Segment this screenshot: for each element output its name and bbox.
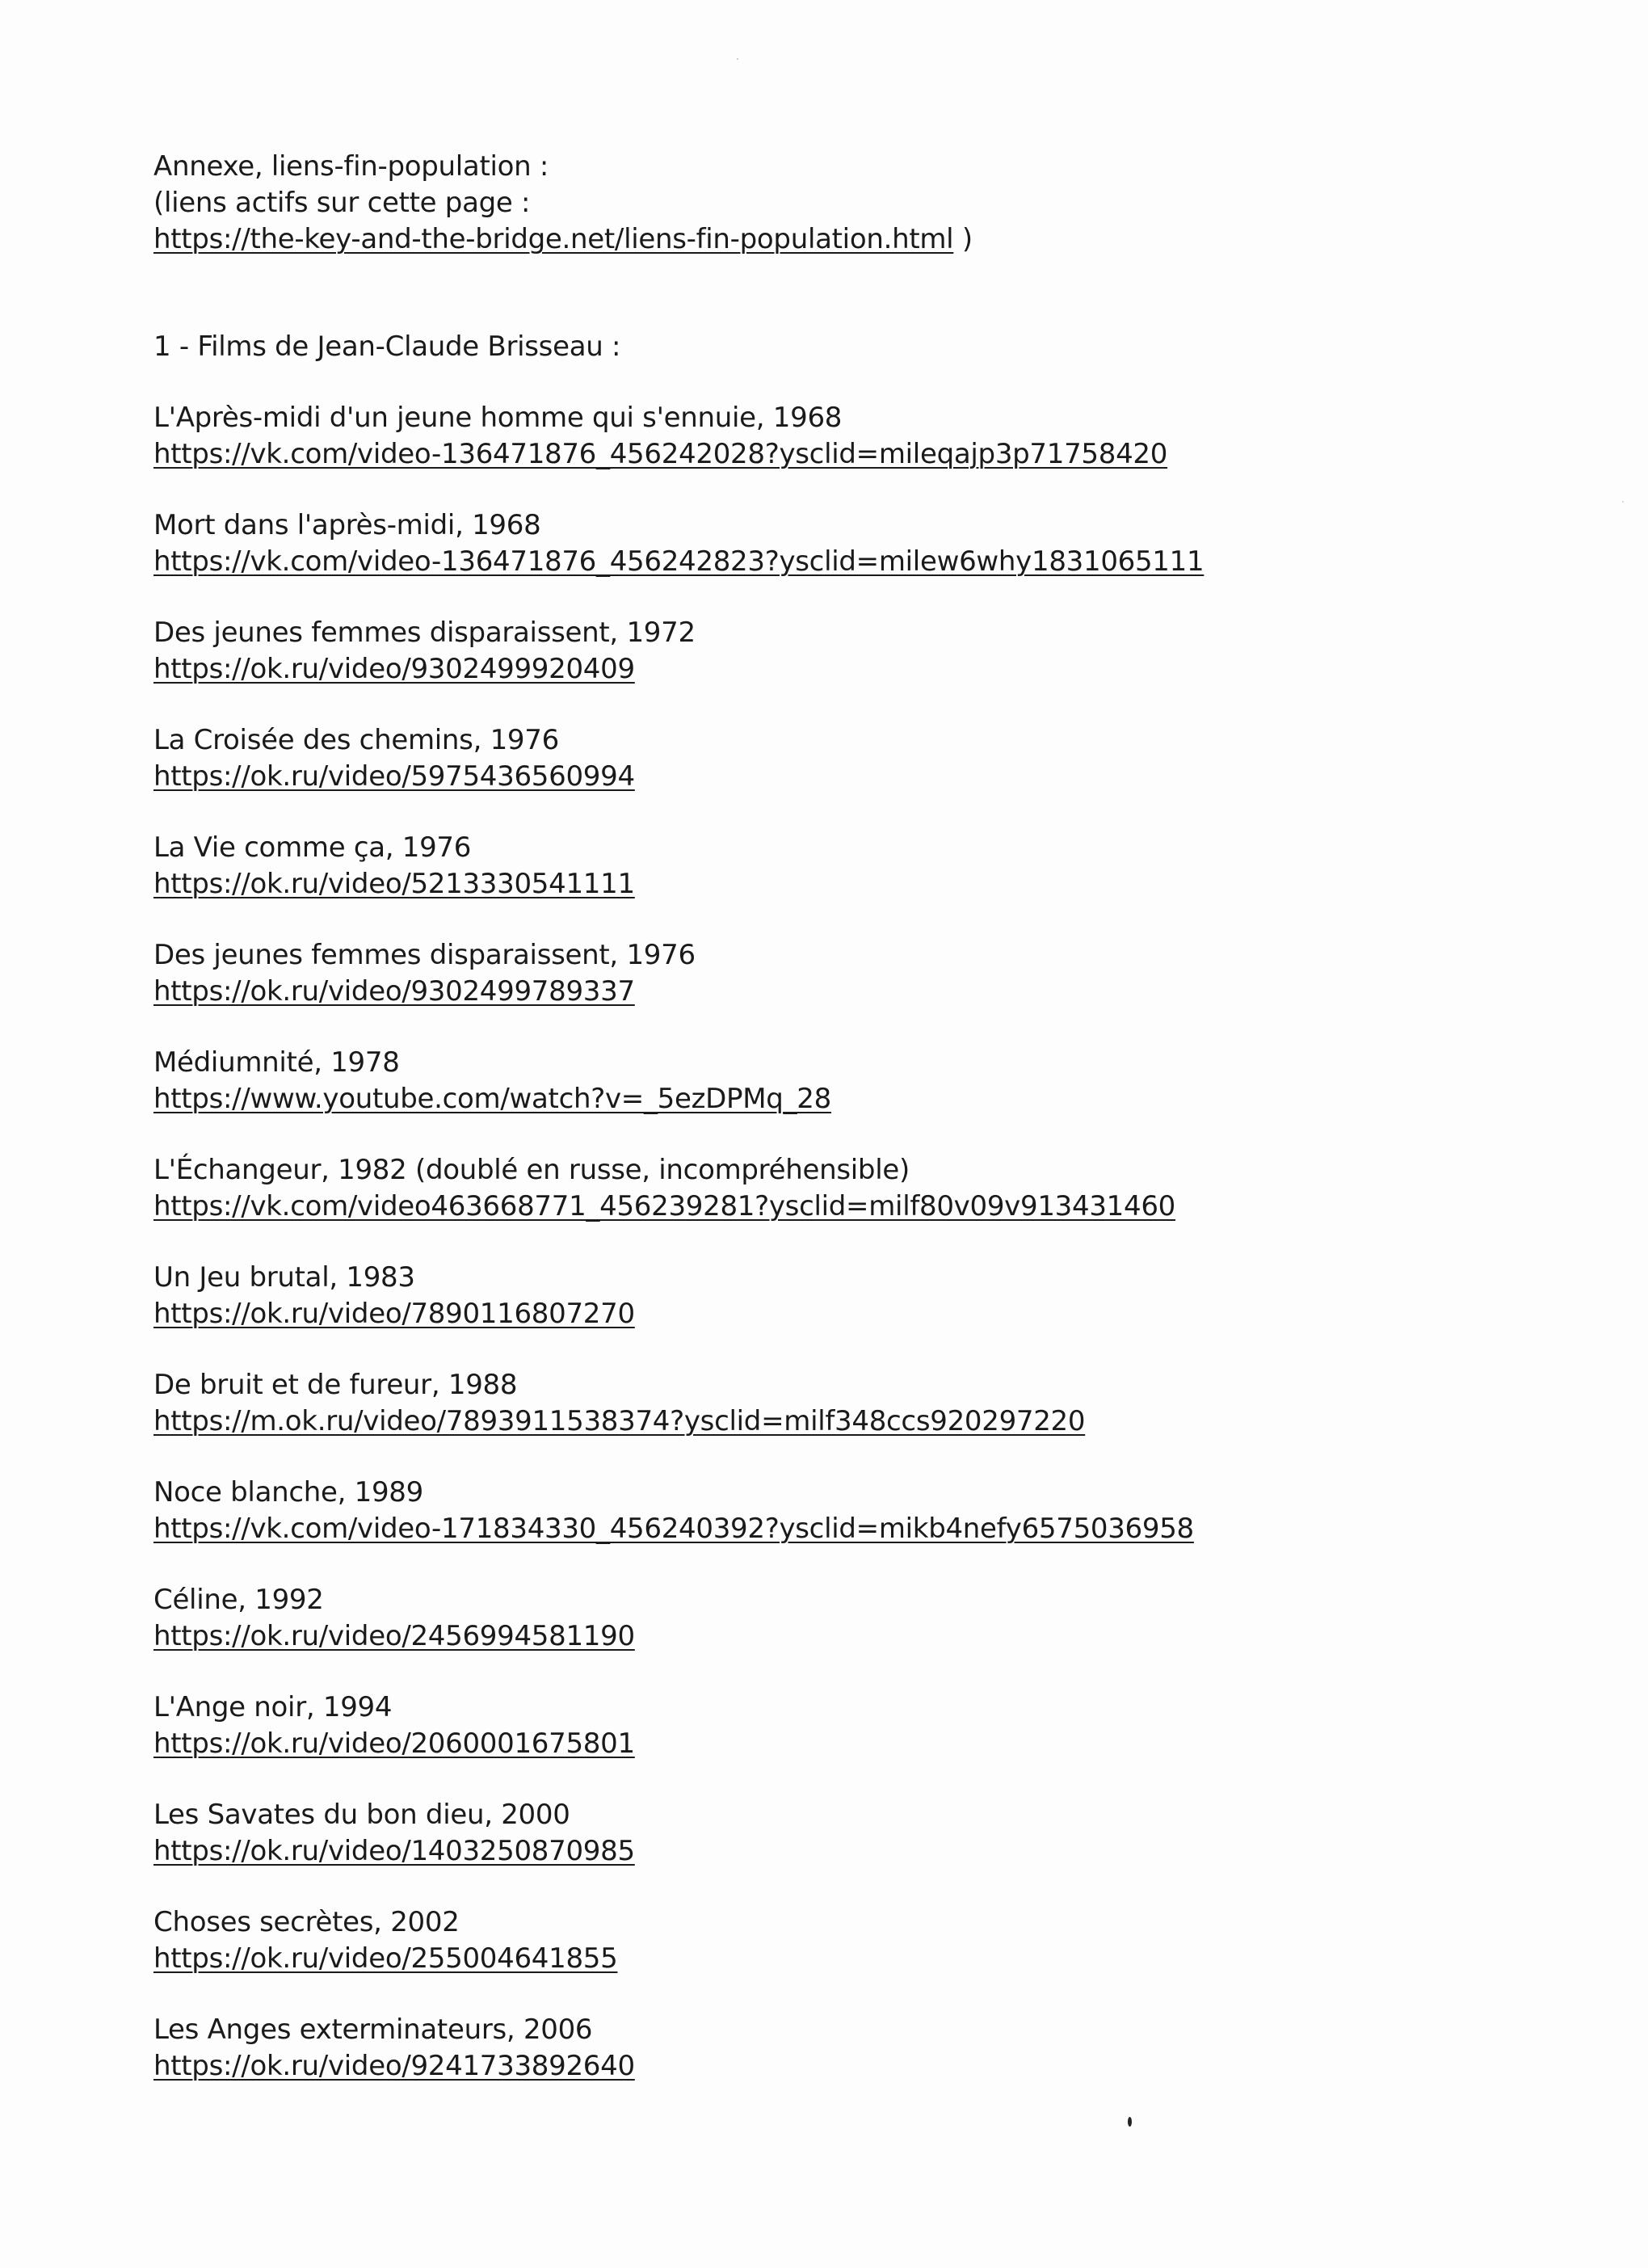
film-entry (153, 1260, 1527, 1332)
film-link[interactable]: https://ok.ru/video/2060001675801 (153, 1727, 635, 1760)
scan-speck (737, 58, 738, 60)
film-title: Noce blanche, 1989 (153, 1476, 423, 1508)
film-entry (153, 615, 1527, 688)
film-title: La Croisée des chemins, 1976 (153, 724, 559, 756)
film-entry (153, 1045, 1527, 1117)
film-link[interactable]: https://ok.ru/video/9241733892640 (153, 2050, 635, 2082)
annex-heading: Annexe, liens-fin-population : (153, 150, 549, 183)
film-link[interactable]: https://vk.com/video-171834330_456240392?ysclid=mikb4nefy6575036958 (153, 1513, 1194, 1545)
film-title: Mort dans l'après-midi, 1968 (153, 509, 541, 541)
annex-page-link[interactable]: https://the-key-and-the-bridge.net/liens-fin-population.html (153, 223, 954, 255)
film-link[interactable]: https://ok.ru/video/255004641855 (153, 1942, 618, 1975)
film-title: L'Après-midi d'un jeune homme qui s'ennuie, 1968 (153, 402, 843, 434)
film-title: Les Anges exterminateurs, 2006 (153, 2013, 593, 2046)
film-entry (153, 830, 1527, 903)
film-link[interactable]: https://ok.ru/video/9302499789337 (153, 975, 635, 1008)
film-title: L'Ange noir, 1994 (153, 1691, 393, 1723)
film-entry (153, 1367, 1527, 1440)
film-title: Un Jeu brutal, 1983 (153, 1261, 415, 1294)
section-title: 1 - Films de Jean-Claude Brisseau : (153, 330, 621, 363)
film-link[interactable]: https://vk.com/video463668771_456239281?ysclid=milf80v09v913431460 (153, 1190, 1175, 1222)
film-title: Choses secrètes, 2002 (153, 1906, 460, 1938)
film-title: Céline, 1992 (153, 1584, 324, 1616)
film-entry (153, 1689, 1527, 1762)
scan-speck (1622, 501, 1624, 503)
document-body (153, 149, 1527, 2119)
film-link[interactable]: https://ok.ru/video/1403250870985 (153, 1835, 635, 1867)
film-title: De bruit et de fureur, 1988 (153, 1369, 518, 1401)
film-entry (153, 2012, 1527, 2085)
annex-note: (liens actifs sur cette page : (153, 187, 531, 219)
film-entry (153, 1797, 1527, 1870)
film-link[interactable]: https://ok.ru/video/2456994581190 (153, 1620, 635, 1652)
scan-speck (1128, 2117, 1132, 2127)
film-title: L'Échangeur, 1982 (doublé en russe, incompréhensible) (153, 1154, 910, 1186)
film-list (153, 400, 1527, 2085)
film-link[interactable]: https://vk.com/video-136471876_456242823?ysclid=milew6why1831065111 (153, 545, 1204, 578)
film-link[interactable]: https://ok.ru/video/9302499920409 (153, 653, 635, 685)
film-title: Médiumnité, 1978 (153, 1046, 400, 1079)
film-entry (153, 722, 1527, 795)
film-entry (153, 400, 1527, 473)
film-entry (153, 1475, 1527, 1547)
film-link[interactable]: https://www.youtube.com/watch?v=_5ezDPMq_28 (153, 1083, 831, 1115)
film-title: Des jeunes femmes disparaissent, 1976 (153, 939, 696, 971)
film-link[interactable]: https://m.ok.ru/video/7893911538374?ysclid=milf348ccs920297220 (153, 1405, 1086, 1437)
annex-page-link-line (153, 221, 1527, 258)
film-entry (153, 1582, 1527, 1655)
film-entry (153, 937, 1527, 1010)
film-title: Des jeunes femmes disparaissent, 1972 (153, 616, 696, 649)
film-link[interactable]: https://ok.ru/video/7890116807270 (153, 1298, 635, 1330)
film-entry (153, 1152, 1527, 1225)
annex-closing-paren: ) (953, 223, 973, 255)
film-link[interactable]: https://ok.ru/video/5975436560994 (153, 760, 635, 793)
film-link[interactable]: https://ok.ru/video/5213330541111 (153, 868, 635, 900)
film-entry (153, 507, 1527, 580)
film-entry (153, 1904, 1527, 1977)
film-title: La Vie comme ça, 1976 (153, 831, 472, 864)
film-link[interactable]: https://vk.com/video-136471876_456242028?ysclid=mileqajp3p71758420 (153, 438, 1168, 470)
film-title: Les Savates du bon dieu, 2000 (153, 1799, 570, 1831)
